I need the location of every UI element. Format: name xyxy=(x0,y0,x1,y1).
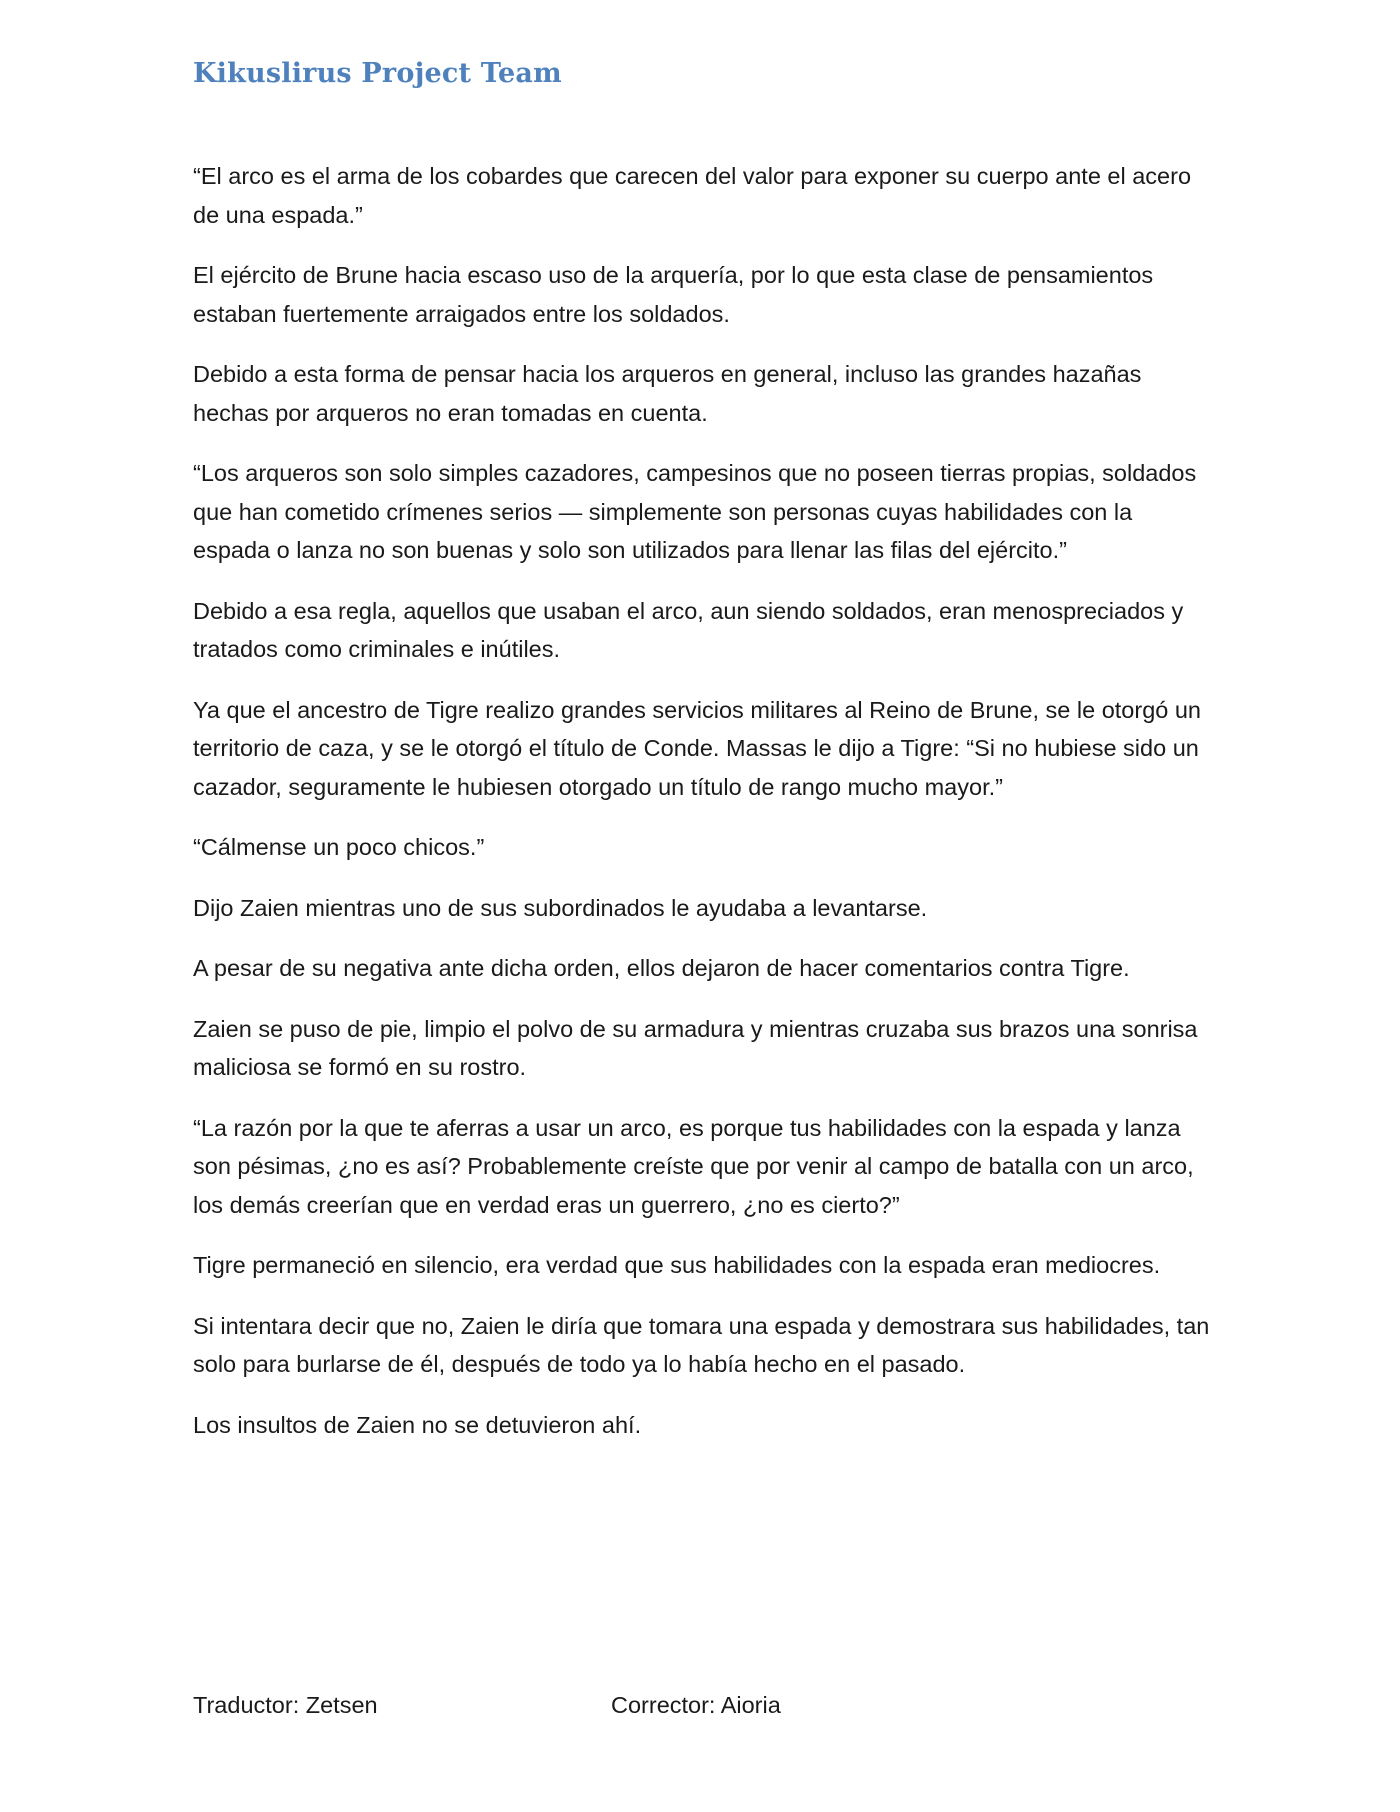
footer-translator: Traductor: Zetsen xyxy=(193,1692,378,1718)
document-body xyxy=(193,157,1213,1466)
paragraph: “La razón por la que te aferras a usar un arco, es porque tus habilidades con la espada y lanza son pésimas, ¿no es así? Probablemente creíste que por venir al campo de batalla con un arco, los demás creerían que en verdad eras un guerrero, ¿no es cierto?” xyxy=(193,1114,1194,1218)
paragraph: Si intentara decir que no, Zaien le diría que tomara una espada y demostrara sus habilidades, tan solo para burlarse de él, después de todo ya lo había hecho en el pasado. xyxy=(193,1312,1210,1377)
paragraph: Debido a esta forma de pensar hacia los arqueros en general, incluso las grandes hazañas hechas por arqueros no eran tomadas en cuenta. xyxy=(193,361,1142,426)
footer-corrector: Corrector: Aioria xyxy=(611,1692,781,1718)
paragraph: “Los arqueros son solo simples cazadores, campesinos que no poseen tierras propias, soldados que han cometido crímenes serios — simplemente son personas cuyas habilidades con la espada o lanza no son buenas y solo son utilizados para llenar las filas del ejército.” xyxy=(193,460,1197,563)
paragraph: A pesar de su negativa ante dicha orden, ellos dejaron de hacer comentarios contra Tigre. xyxy=(193,955,1130,981)
paragraph: Zaien se puso de pie, limpio el polvo de su armadura y mientras cruzaba sus brazos una sonrisa maliciosa se formó en su rostro. xyxy=(193,1015,1198,1080)
paragraph: Ya que el ancestro de Tigre realizo grandes servicios militares al Reino de Brune, se le otorgó un territorio de caza, y se le otorgó el título de Conde. Massas le dijo a Tigre: “Si no hubiese sido un cazador, seguramente le hubiesen otorgado un título de rango mucho mayor.” xyxy=(193,696,1201,800)
paragraph: “El arco es el arma de los cobardes que carecen del valor para exponer su cuerpo ante el acero de una espada.” xyxy=(193,163,1192,228)
page-header-title: Kikuslirus Project Team xyxy=(193,58,562,89)
paragraph: Tigre permaneció en silencio, era verdad que sus habilidades con la espada eran mediocres. xyxy=(193,1252,1161,1278)
paragraph: “Cálmense un poco chicos.” xyxy=(193,834,485,860)
paragraph: Debido a esa regla, aquellos que usaban el arco, aun siendo soldados, eran menospreciados y tratados como criminales e inútiles. xyxy=(193,597,1184,662)
paragraph: El ejército de Brune hacia escaso uso de la arquería, por lo que esta clase de pensamientos estaban fuertemente arraigados entre los soldados. xyxy=(193,262,1154,327)
paragraph: Los insultos de Zaien no se detuvieron ahí. xyxy=(193,1411,642,1438)
paragraph: Dijo Zaien mientras uno de sus subordinados le ayudaba a levantarse. xyxy=(193,894,928,921)
